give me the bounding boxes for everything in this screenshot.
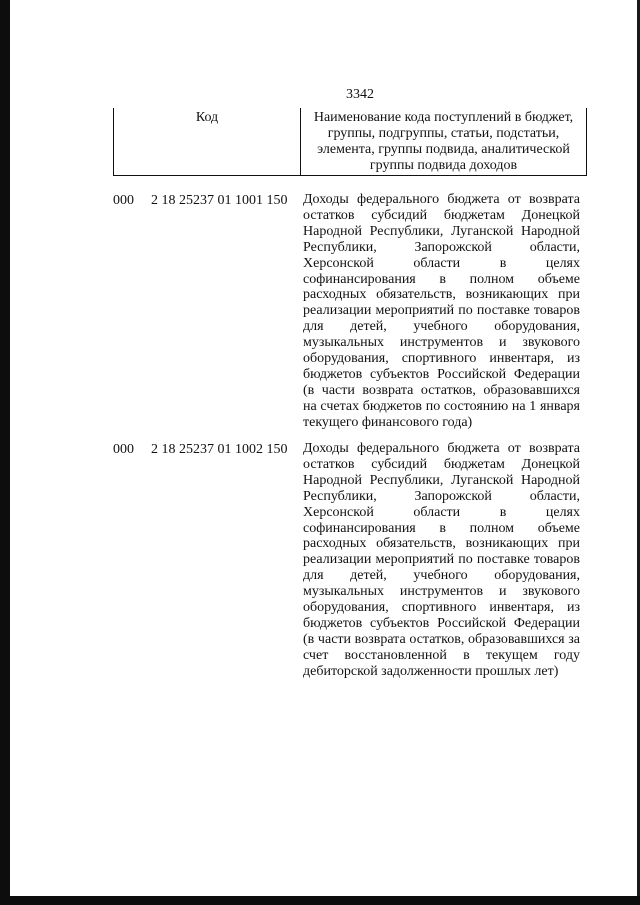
- scan-border-left: [0, 0, 10, 905]
- page-number: 3342: [346, 87, 374, 102]
- scan-border-bottom: [0, 896, 640, 905]
- header-name-cell: Наименование кода поступлений в бюджет, группы, подгруппы, статьи, подстатьи, элемента, группы подвида, аналитической группы подвида доходов: [301, 108, 587, 176]
- header-code-cell: Код: [114, 108, 301, 176]
- kbk-code: 2 18 25237 01 1001 150: [151, 193, 288, 208]
- income-description: Доходы федерального бюджета от возврата остатков субсидий бюджетам Донецкой Народной Республики, Луганской Народной Республики, Запорожской области, Херсонской области в целях софинансирования в полном объеме расходных обязательств, возникающих при реализации мероприятий по поставке товаров для детей, учебного оборудования, музыкальных инструментов и звукового оборудования, спортивного инвентаря, из бюджетов субъектов Российской Федерации (в части возврата остатков, образовавшихся на счетах бюджетов по состоянию на 1 января текущего финансового года): [303, 192, 580, 430]
- income-description: Доходы федерального бюджета от возврата остатков субсидий бюджетам Донецкой Народной Республики, Луганской Народной Республики, Запорожской области, Херсонской области в целях софинансирования в полном объеме расходных обязательств, возникающих при реализации мероприятий по поставке товаров для детей, учебного оборудования, музыкальных инструментов и звукового оборудования, спортивного инвентаря, из бюджетов субъектов Российской Федерации (в части возврата остатков, образовавшихся за счет восстановленной в текущем году дебиторской задолженности прошлых лет): [303, 441, 580, 679]
- kbk-code: 2 18 25237 01 1002 150: [151, 442, 288, 457]
- admin-code: 000: [113, 442, 134, 457]
- table-header: [113, 108, 587, 176]
- admin-code: 000: [113, 193, 134, 208]
